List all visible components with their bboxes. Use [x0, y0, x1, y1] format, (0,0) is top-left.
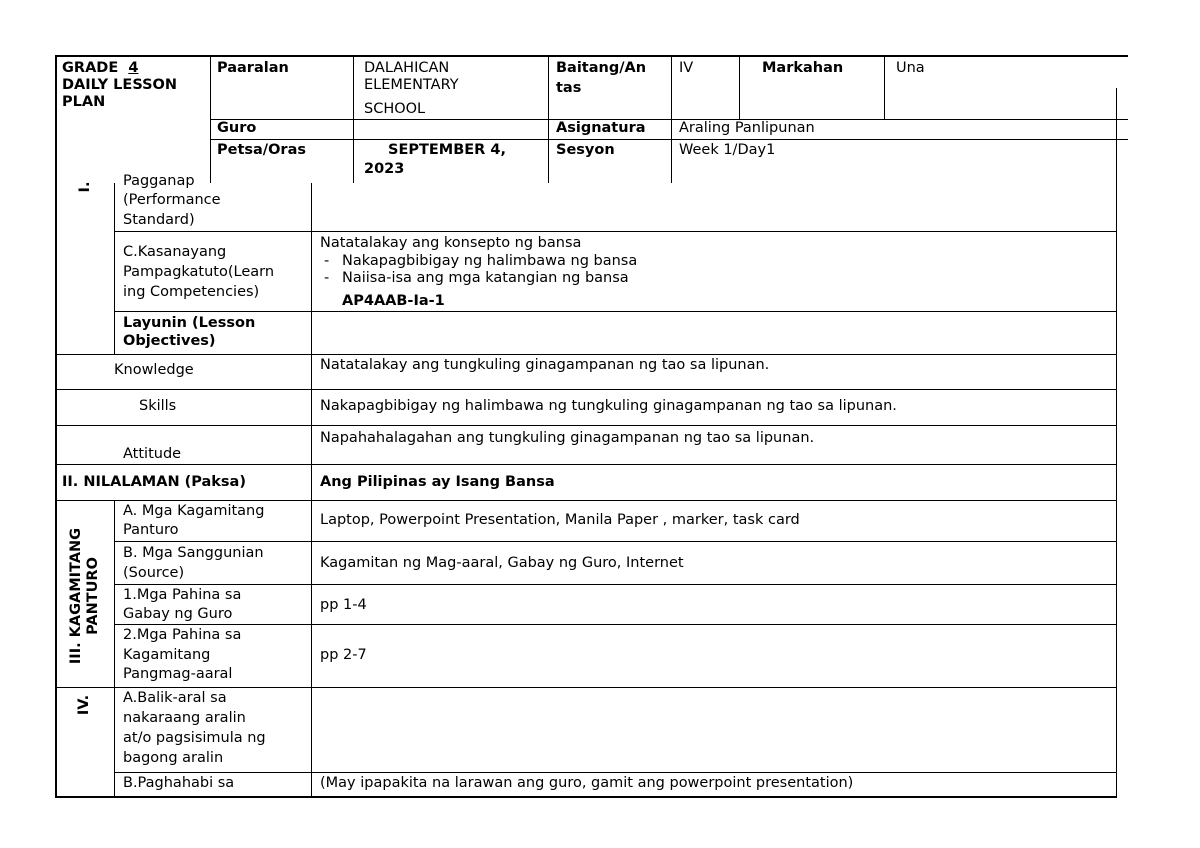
school-value-line3: SCHOOL [364, 101, 426, 117]
competency-item: - Nakapagbibigay ng halimbawa ng bansa [320, 253, 637, 270]
row-line [55, 354, 1117, 355]
header-row-line [210, 139, 1128, 140]
teacher-label: Guro [217, 120, 257, 136]
row-line [114, 311, 1117, 312]
row-line [55, 389, 1117, 390]
quarter-value: Una [896, 60, 925, 76]
materials-row-label: A. Mga Kagamitang [123, 503, 265, 519]
content-value: Ang Pilipinas ay Isang Bansa [320, 474, 555, 490]
session-value: Week 1/Day1 [679, 142, 776, 158]
row-line [55, 464, 1117, 465]
main-bottom-border [55, 796, 1117, 798]
section-iv-label: IV. [76, 694, 92, 716]
grade-level-value: IV [679, 60, 694, 76]
row-line [114, 772, 1117, 773]
competency-code: AP4AAB-Ia-1 [342, 293, 445, 309]
header-divider [884, 55, 885, 119]
performance-standard-label-line3: Standard) [123, 212, 195, 228]
header-left-border [55, 55, 57, 183]
materials-row-value: Kagamitan ng Mag-aaral, Gabay ng Guro, Internet [320, 555, 684, 571]
grade-level-label-line1: Baitang/An [556, 60, 647, 76]
grade-level-label-line2: tas [556, 80, 582, 96]
header-divider [739, 55, 740, 119]
section-iii-label [68, 505, 106, 687]
materials-row-label: Panturo [123, 522, 179, 538]
section-iii-label-line1: III. KAGAMITANG [68, 527, 84, 665]
date-value-line1: SEPTEMBER 4, [388, 142, 506, 158]
section-iii-label-line2: PANTURO [85, 557, 101, 635]
materials-row-label: Kagamitang [123, 647, 211, 663]
materials-row-label: Gabay ng Guro [123, 606, 233, 622]
materials-row-label: B. Mga Sanggunian [123, 545, 264, 561]
materials-row-label: (Source) [123, 565, 185, 581]
procedure-b-label: B.Paghahabi sa [123, 775, 235, 791]
school-value-line2: ELEMENTARY [364, 77, 459, 93]
attitude-label: Attitude [123, 446, 182, 462]
competencies-label-line1: C.Kasanayang [123, 244, 227, 260]
performance-standard-label-line2: (Performance [123, 192, 221, 208]
materials-row-label: 2.Mga Pahina sa [123, 627, 242, 643]
competency-item: - Naiisa-isa ang mga katangian ng bansa [320, 270, 637, 287]
section-col-divider [114, 183, 115, 354]
materials-row-value: pp 1-4 [320, 597, 367, 613]
materials-row-label: 1.Mga Pahina sa [123, 587, 242, 603]
lesson-objectives-label-line2: Objectives) [123, 333, 216, 349]
grade-title-line2: DAILY LESSON [62, 77, 178, 93]
main-right-border [1116, 183, 1117, 797]
lesson-objectives-label-line1: Layunin (Lesson [123, 315, 256, 331]
skills-label: Skills [139, 398, 177, 414]
header-row-line [210, 119, 1128, 120]
row-line [114, 231, 1117, 232]
knowledge-value: Natatalakay ang tungkuling ginagampanan ng tao sa lipunan. [320, 357, 770, 373]
subject-value: Araling Panlipunan [679, 120, 815, 136]
row-line [114, 624, 1117, 625]
procedure-b-value: (May ipapakita na larawan ang guro, gamit ang powerpoint presentation) [320, 775, 854, 791]
main-left-border [55, 183, 57, 797]
section-col-divider [114, 500, 115, 797]
row-line [114, 584, 1117, 585]
subject-label: Asignatura [556, 120, 646, 136]
label-col-divider [311, 183, 312, 797]
row-line [55, 687, 1117, 688]
quarter-label: Markahan [762, 60, 844, 76]
session-label: Sesyon [556, 142, 615, 158]
performance-standard-label-line1: Pagganap [123, 173, 195, 189]
competencies-intro: Natatalakay ang konsepto ng bansa [320, 235, 582, 251]
review-label-line2: nakaraang aralin [123, 710, 246, 726]
competencies-label-line2: Pampagkatuto(Learn [123, 264, 275, 280]
materials-row-value: pp 2-7 [320, 647, 367, 663]
skills-value: Nakapagbibigay ng halimbawa ng tungkuling ginagampanan ng tao sa lipunan. [320, 398, 897, 414]
competencies-label-line3: ing Competencies) [123, 284, 260, 300]
grade-label: GRADE [62, 60, 119, 76]
review-label-line4: bagong aralin [123, 750, 224, 766]
materials-row-value: Laptop, Powerpoint Presentation, Manila Paper , marker, task card [320, 512, 800, 528]
section-i-label: I. [77, 181, 93, 193]
grade-title-line3: PLAN [62, 94, 106, 110]
date-value-line2: 2023 [364, 161, 405, 177]
knowledge-label: Knowledge [114, 362, 194, 378]
row-line [55, 500, 1117, 501]
review-label-line1: A.Balik-aral sa [123, 690, 227, 706]
grade-number: 4 [128, 60, 139, 76]
content-label: II. NILALAMAN (Paksa) [62, 474, 246, 490]
school-label: Paaralan [217, 60, 289, 76]
attitude-value: Napahahalagahan ang tungkuling ginagampanan ng tao sa lipunan. [320, 430, 815, 446]
header-top-border [55, 55, 1128, 57]
row-line [55, 425, 1117, 426]
header-divider [1116, 88, 1117, 183]
materials-row-label: Pangmag-aaral [123, 666, 233, 682]
date-label: Petsa/Oras [217, 142, 306, 158]
competencies-list [320, 253, 637, 287]
school-value-line1: DALAHICAN [364, 60, 450, 76]
row-line [114, 541, 1117, 542]
review-label-line3: at/o pagsisimula ng [123, 730, 266, 746]
